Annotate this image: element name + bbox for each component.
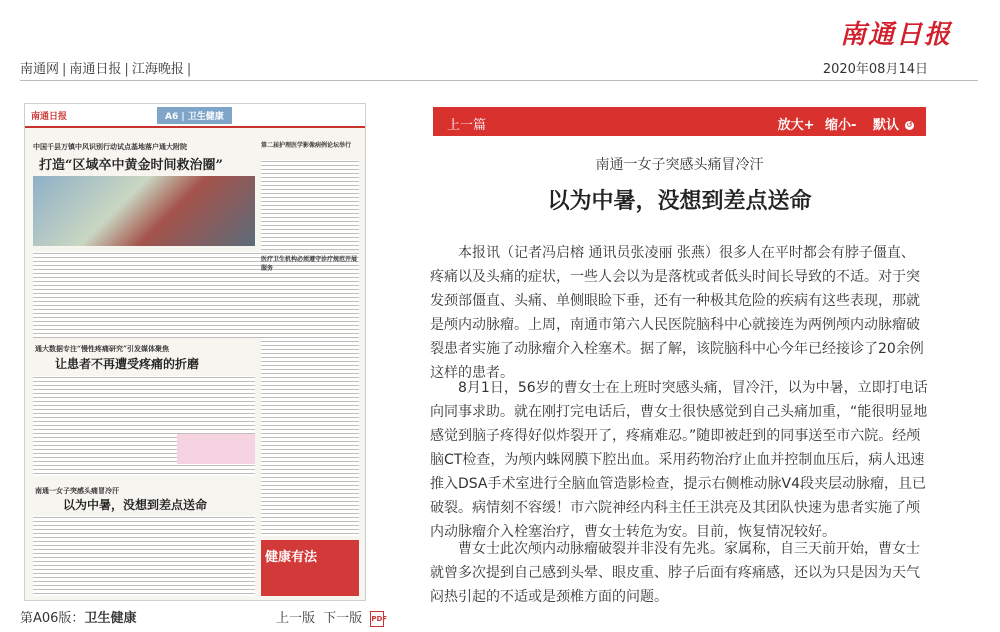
article-paragraph: 曹女士此次颅内动脉瘤破裂并非没有先兆。家属称，自三天前开始，曹女士就曾多次提到自己感到头晕、眼皮重、脖子后面有疼痛感，还以为只是因为天气闷热引起的不适或是颈椎方面的问题。 (430, 541, 920, 605)
page-label: 第A06版： (20, 611, 85, 626)
thumbnail-headline-1[interactable]: 打造“区域卒中黄金时间救治圈” (39, 158, 223, 173)
article-subtitle: 南通一女子突感头痛冒冷汗 (595, 157, 764, 173)
reset-font-button[interactable] (867, 118, 914, 133)
thumbnail-masthead (25, 104, 365, 128)
thumbnail-headline-2[interactable]: 让患者不再遭受疼痛的折磨 (55, 357, 200, 371)
nav-separator: | (186, 62, 192, 77)
thumbnail-deck-2[interactable]: 通大数据专注“慢性疼痛研究”引发媒体聚焦 (35, 344, 170, 353)
thumbnail-section: A6 | 卫生健康 (157, 107, 232, 124)
page-navigation (276, 607, 388, 627)
thumbnail-logo: 南通日报 (31, 111, 68, 122)
prev-page-link[interactable]: 上一版 (276, 611, 316, 626)
page-section: 卫生健康 (84, 611, 137, 626)
issue-date: 2020年08月14日 (822, 62, 928, 77)
thumbnail-headline-3[interactable]: 以为中暑，没想到差点送命 (63, 498, 208, 512)
enlarge-font-button[interactable]: 放大+ (777, 118, 815, 133)
top-nav (20, 58, 194, 77)
thumbnail-deck-1[interactable]: 中国千县万镇中风识别行动试点基地落户通大附院 (33, 142, 187, 151)
thumbnail-text-block (33, 516, 255, 596)
nav-link-jianghai-evening[interactable]: 江海晚报 (131, 62, 184, 77)
article-toolbar (433, 107, 926, 136)
shrink-font-button[interactable]: 缩小- (825, 118, 857, 133)
prev-article-link[interactable]: 上一篇 (447, 118, 487, 133)
thumbnail-ad-text: 健康有法 (265, 550, 318, 565)
pdf-icon[interactable]: PDF (370, 611, 384, 627)
nav-link-nantong-net[interactable]: 南通网 (20, 62, 60, 77)
header-divider (20, 80, 978, 81)
thumbnail-text-block (261, 160, 359, 250)
article-paragraph: 8月1日，56岁的曹女士在上班时突感头痛，冒冷汗，以为中暑，立即打电话向同事求助。就在刚打完电话后，曹女士很快感觉到自己头痛加重，“能很明显地感觉到脑子疼得好似炸裂开了，疼痛难忍。”随即被赶到的同事送至市六院。经颅脑CT检查，为颅内蛛网膜下腔出血。采用药物治疗止血并控制血压后，病人迅速推入DSA手术室进行全脑血管造影检查，提示右侧椎动脉V4段夹层动脉瘤，且已破裂。病情刻不容缓！市六院神经内科主任王洪亮及其团队快速为患者实施了颅内动脉瘤介入栓塞治疗，曹女士转危为安。目前，恢复情况较好。 (430, 380, 928, 540)
thumbnail-ad-box (177, 434, 255, 464)
thumbnail-side-2[interactable]: 医疗卫生机构必须遵守诊疗规范开展服务 (261, 256, 358, 272)
thumbnail-text-block (261, 336, 359, 536)
next-page-link[interactable]: 下一版 (323, 611, 363, 626)
article-paragraph: 本报讯（记者冯启榕 通讯员张凌丽 张燕）很多人在平时都会有脖子僵直、疼痛以及头痛的症状，一些人会以为是落枕或者低头时间长导致的不适。对于突发颈部僵直、头痛、单侧眼睑下垂，还有一种极其危险的疾病有这些表现，那就是颅内动脉瘤。上周，南通市第六人民医院脑科中心就接连为两例颅内动脉瘤破裂患者实施了动脉瘤介入栓塞术。据了解，该院脑科中心今年已经接诊了20余例这样的患者。 (430, 245, 924, 381)
page-indicator (20, 607, 136, 626)
thumbnail-side-1[interactable]: 第二届护理医学影像病例论坛举行 (261, 142, 352, 149)
reset-circle-icon: ↺ (906, 121, 913, 129)
nav-link-nantong-daily[interactable]: 南通日报 (69, 62, 122, 77)
page-thumbnail[interactable] (24, 103, 366, 601)
nav-separator: | (124, 62, 129, 77)
thumbnail-ad-banner (261, 540, 359, 596)
nantong-daily-logo[interactable]: 南通日报 (839, 20, 952, 50)
reset-font-label: 默认 (872, 118, 899, 133)
nav-separator: | (62, 62, 67, 77)
font-size-tools (772, 114, 914, 133)
thumbnail-photo (33, 176, 255, 246)
article-title: 以为中暑，没想到差点送命 (547, 189, 812, 214)
thumbnail-deck-3[interactable]: 南通一女子突感头痛冒冷汗 (35, 486, 119, 495)
